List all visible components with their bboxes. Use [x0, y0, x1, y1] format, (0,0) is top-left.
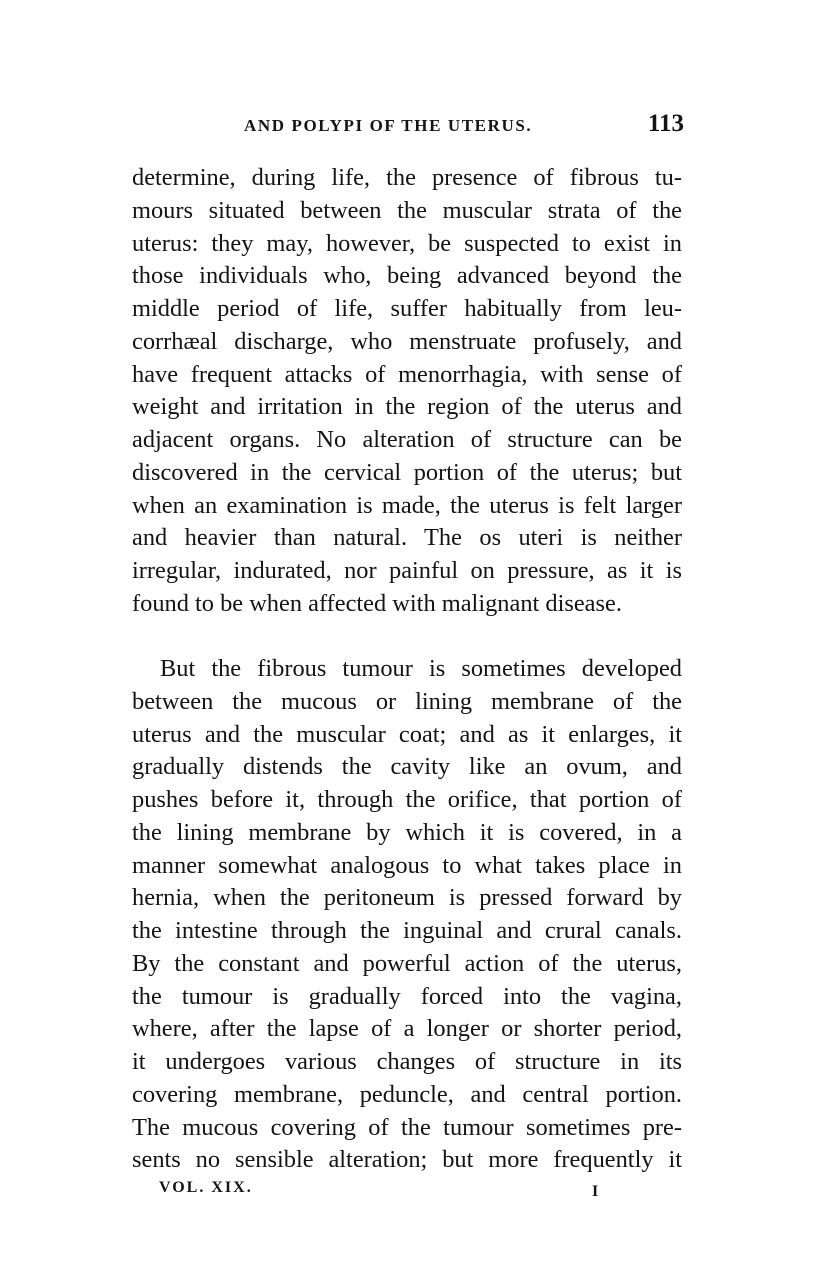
text-line: the intestine through the inguinal and crural canals.	[132, 917, 682, 944]
text-line: manner somewhat analogous to what takes place in	[132, 851, 682, 879]
text-line: irregular, indurated, nor painful on pressure, as it is	[132, 557, 682, 584]
text-line: But the fibrous tumour is sometimes developed	[160, 655, 682, 682]
text-line: uterus: they may, however, be suspected to exist in	[132, 229, 682, 257]
text-line: corrhæal discharge, who menstruate profusely, and	[132, 327, 682, 355]
paragraph-1	[132, 162, 682, 621]
volume-label: VOL. XIX.	[159, 1179, 253, 1196]
text-line: where, after the lapse of a longer or shorter period,	[132, 1015, 682, 1043]
text-line: adjacent organs. No alteration of structure can be	[132, 426, 682, 453]
text-line: covering membrane, peduncle, and central portion.	[132, 1080, 682, 1108]
text-line: when an examination is made, the uterus is felt larger	[132, 491, 682, 519]
text-line: weight and irritation in the region of the uterus and	[132, 393, 682, 421]
text-line: By the constant and powerful action of the uterus,	[132, 949, 682, 977]
text-line: and heavier than natural. The os uteri is neither	[132, 524, 682, 552]
text-line: The mucous covering of the tumour sometimes pre-	[132, 1113, 682, 1141]
running-head	[132, 110, 684, 144]
text-line: pushes before it, through the orifice, that portion of	[132, 786, 682, 813]
text-line: mours situated between the muscular strata of the	[132, 196, 682, 224]
text-line: those individuals who, being advanced beyond the	[132, 262, 682, 290]
page-footer	[132, 1179, 684, 1209]
text-line: discovered in the cervical portion of the uterus; but	[132, 458, 682, 486]
text-line: hernia, when the peritoneum is pressed forward by	[132, 884, 682, 912]
text-line: sents no sensible alteration; but more frequently it	[132, 1146, 682, 1174]
text-line: uterus and the muscular coat; and as it enlarges, it	[132, 720, 682, 748]
page-number: 113	[647, 110, 684, 137]
running-title: AND POLYPI OF THE UTERUS.	[244, 116, 533, 135]
paragraph-2	[132, 653, 682, 1177]
text-line: found to be when affected with malignant disease.	[132, 589, 622, 617]
text-line: the tumour is gradually forced into the vagina,	[132, 982, 682, 1010]
text-line: it undergoes various changes of structure in its	[132, 1048, 682, 1075]
text-line: the lining membrane by which it is covered, in a	[132, 818, 682, 846]
signature-mark: I	[592, 1183, 599, 1200]
text-line: have frequent attacks of menorrhagia, with sense of	[132, 360, 682, 388]
text-line: determine, during life, the presence of fibrous tu-	[132, 164, 682, 191]
text-line: middle period of life, suffer habitually from leu-	[132, 295, 682, 322]
text-line: between the mucous or lining membrane of the	[132, 687, 682, 715]
text-line: gradually distends the cavity like an ovum, and	[132, 753, 682, 781]
